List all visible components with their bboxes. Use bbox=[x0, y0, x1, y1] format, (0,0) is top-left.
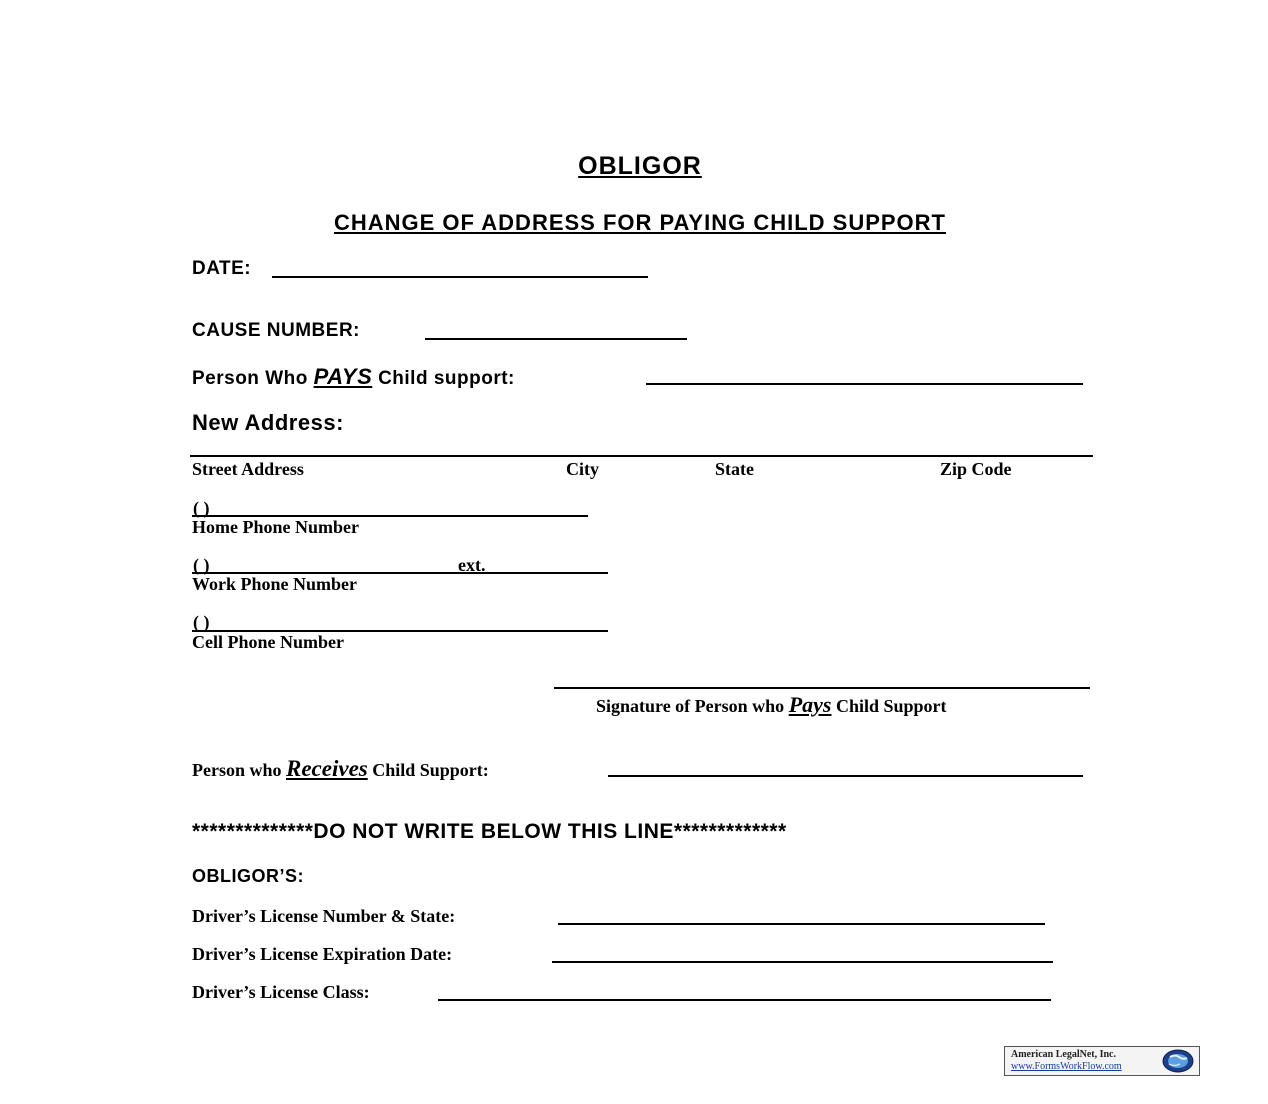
logo-company-name: American LegalNet, Inc. bbox=[1011, 1049, 1116, 1060]
signature-prefix: Signature of Person who bbox=[596, 696, 785, 716]
date-label: DATE: bbox=[192, 258, 252, 279]
payer-label bbox=[192, 364, 515, 390]
state-label: State bbox=[715, 459, 754, 479]
work-phone-area-code: ( ) bbox=[193, 555, 210, 575]
city-label: City bbox=[566, 459, 599, 479]
address-field[interactable] bbox=[190, 455, 1093, 457]
signature-emphasis: Pays bbox=[788, 692, 832, 717]
logo-url[interactable]: www.FormsWorkFlow.com bbox=[1011, 1061, 1122, 1072]
work-phone-ext-label: ext. bbox=[458, 555, 486, 575]
cell-phone-label: Cell Phone Number bbox=[192, 632, 344, 652]
license-class-label: Driver’s License Class: bbox=[192, 982, 370, 1002]
payer-field[interactable] bbox=[646, 383, 1083, 385]
payer-prefix: Person Who bbox=[192, 368, 308, 389]
signature-label bbox=[596, 692, 947, 718]
street-address-label: Street Address bbox=[192, 459, 304, 479]
payer-suffix: Child support: bbox=[378, 368, 515, 389]
receiver-suffix: Child Support: bbox=[372, 760, 489, 780]
receiver-emphasis: Receives bbox=[286, 756, 368, 781]
signature-field[interactable] bbox=[554, 687, 1090, 689]
date-field[interactable] bbox=[272, 276, 648, 278]
do-not-write-banner: **************DO NOT WRITE BELOW THIS LINE************* bbox=[192, 820, 787, 843]
license-number-field[interactable] bbox=[558, 923, 1045, 925]
receiver-prefix: Person who bbox=[192, 760, 282, 780]
license-expiration-field[interactable] bbox=[552, 961, 1053, 963]
work-phone-label: Work Phone Number bbox=[192, 574, 358, 594]
signature-suffix: Child Support bbox=[835, 696, 947, 716]
obligors-heading: OBLIGOR’S: bbox=[192, 866, 304, 886]
form-subtitle: CHANGE OF ADDRESS FOR PAYING CHILD SUPPORT bbox=[333, 210, 946, 235]
receiver-label bbox=[192, 756, 489, 782]
new-address-heading: New Address: bbox=[192, 410, 344, 435]
cause-number-field[interactable] bbox=[425, 338, 687, 340]
license-number-label: Driver’s License Number & State: bbox=[192, 906, 456, 926]
footer-logo[interactable] bbox=[1004, 1046, 1200, 1076]
cause-number-label: CAUSE NUMBER: bbox=[192, 320, 360, 341]
form-title: OBLIGOR bbox=[578, 152, 702, 180]
license-class-field[interactable] bbox=[438, 999, 1051, 1001]
home-phone-area-code: ( ) bbox=[193, 498, 210, 518]
cell-phone-area-code: ( ) bbox=[193, 612, 210, 632]
home-phone-label: Home Phone Number bbox=[192, 517, 359, 537]
zip-code-label: Zip Code bbox=[940, 459, 1012, 479]
receiver-field[interactable] bbox=[608, 775, 1083, 777]
license-expiration-label: Driver’s License Expiration Date: bbox=[192, 944, 453, 964]
globe-icon bbox=[1161, 1048, 1195, 1079]
payer-emphasis: PAYS bbox=[313, 364, 373, 389]
